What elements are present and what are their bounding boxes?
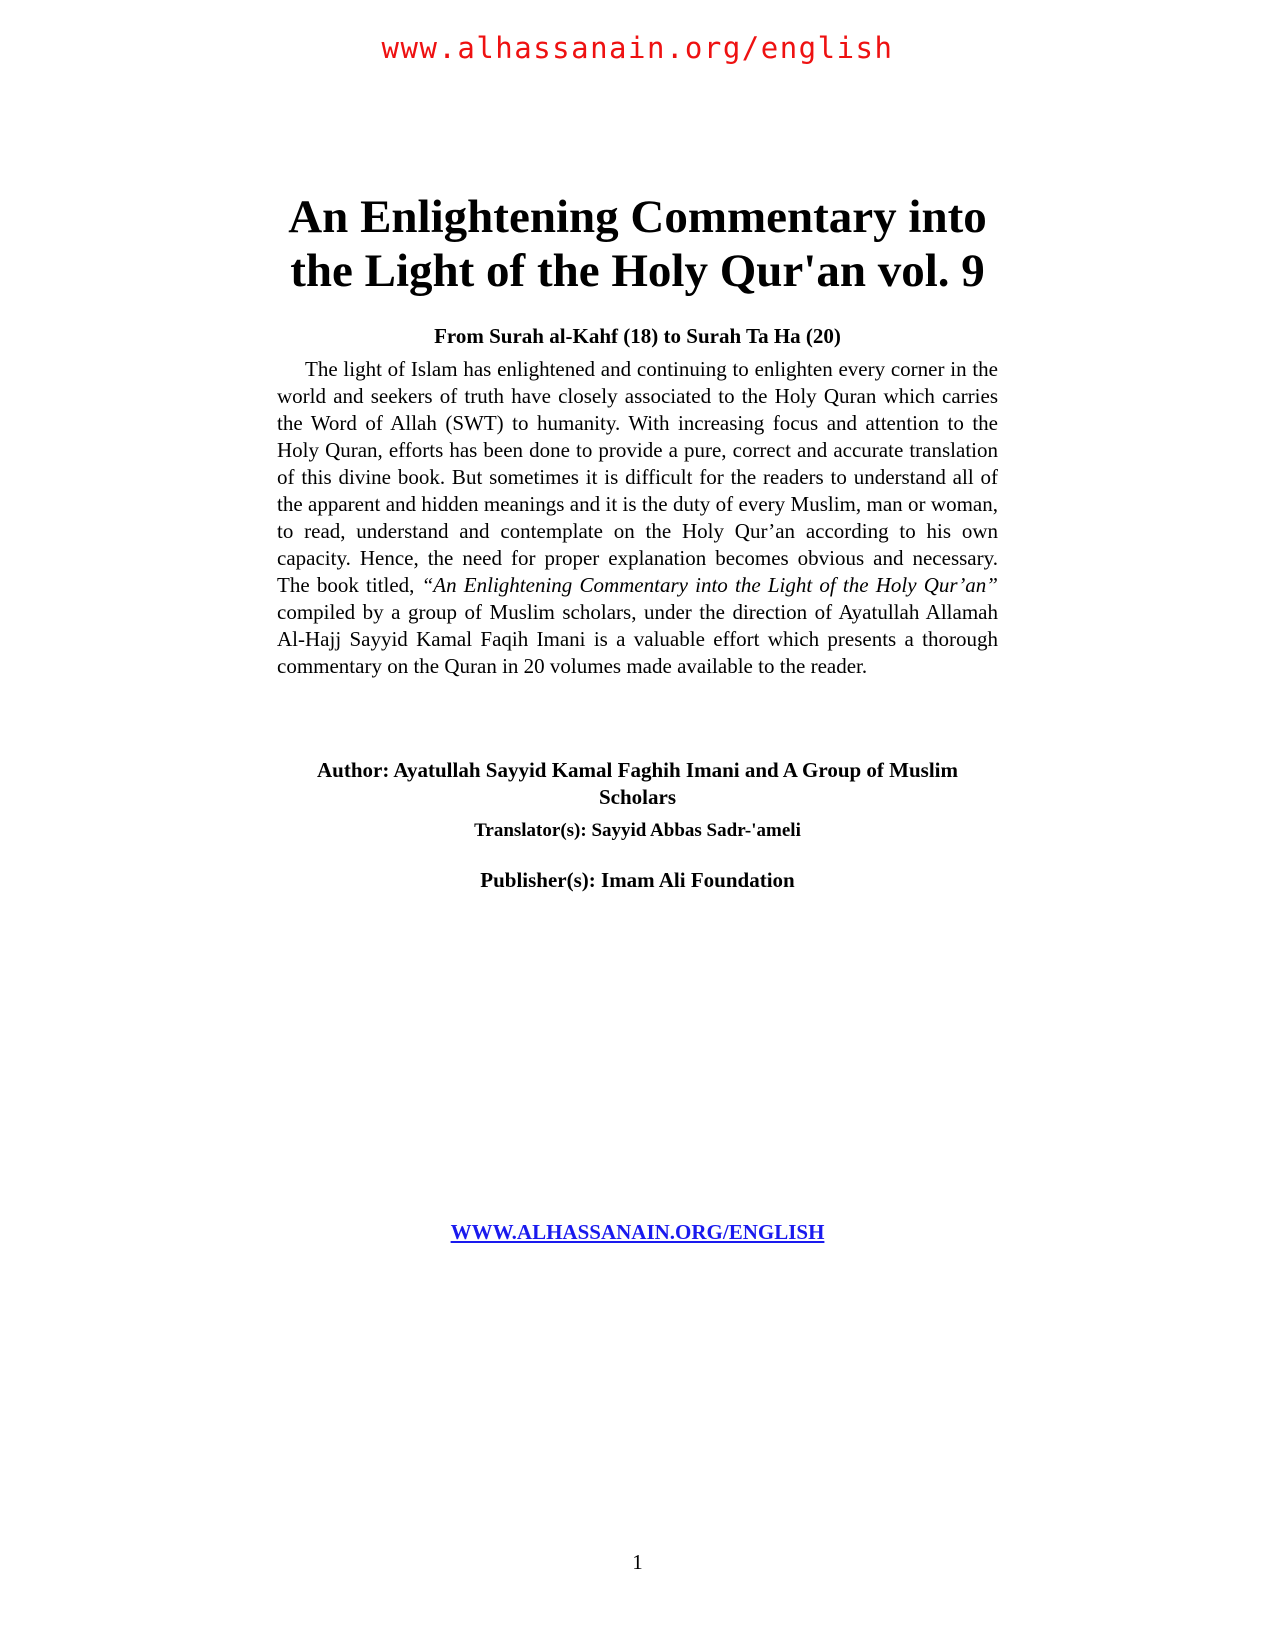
book-subtitle: From Surah al-Kahf (18) to Surah Ta Ha (20) <box>434 324 841 348</box>
book-title-line-2: the Light of the Holy Qur'an vol. 9 <box>290 245 985 297</box>
publisher-line: Publisher(s): Imam Ali Foundation <box>480 868 795 892</box>
description-text-1: The light of Islam has enlightened and continuing to enlighten every corner in the world and seekers of truth have closely associated to the Holy Quran which carries the Word of Allah (SWT) to humanity. With increasing focus and attention to the Holy Quran, efforts has been done to provide a pure, correct and accurate translation of this divine book. But sometimes it is difficult for the readers to understand all of the apparent and hidden meanings and it is the duty of every Muslim, man or woman, to read, understand and contemplate on the Holy Qur’an according to his own capacity. Hence, the need for proper explanation becomes obvious and necessary. The book titled, <box>277 357 998 597</box>
translator-line: Translator(s): Sayyid Abbas Sadr-'ameli <box>474 820 801 841</box>
book-description <box>277 356 998 680</box>
footer-link-container <box>200 1219 1075 1246</box>
page-number: 1 <box>632 1550 643 1574</box>
description-book-title-italic: “An Enlightening Commentary into the Light of the Holy Qur’an” <box>421 573 998 597</box>
book-title-line-1: An Enlightening Commentary into <box>288 191 987 243</box>
author-line: Author: Ayatullah Sayyid Kamal Faghih Imani and A Group of Muslim Scholars <box>316 758 959 809</box>
header-site-url: www.alhassanain.org/english <box>381 31 894 65</box>
description-text-2: compiled by a group of Muslim scholars, under the direction of Ayatullah Allamah Al-Hajj Sayyid Kamal Faqih Imani is a valuable effort which presents a thorough commentary on the Quran in 20 volumes made available to the reader. <box>277 600 998 678</box>
book-title <box>200 190 1075 298</box>
footer-site-link[interactable]: WWW.ALHASSANAIN.ORG/ENGLISH <box>450 1220 825 1244</box>
